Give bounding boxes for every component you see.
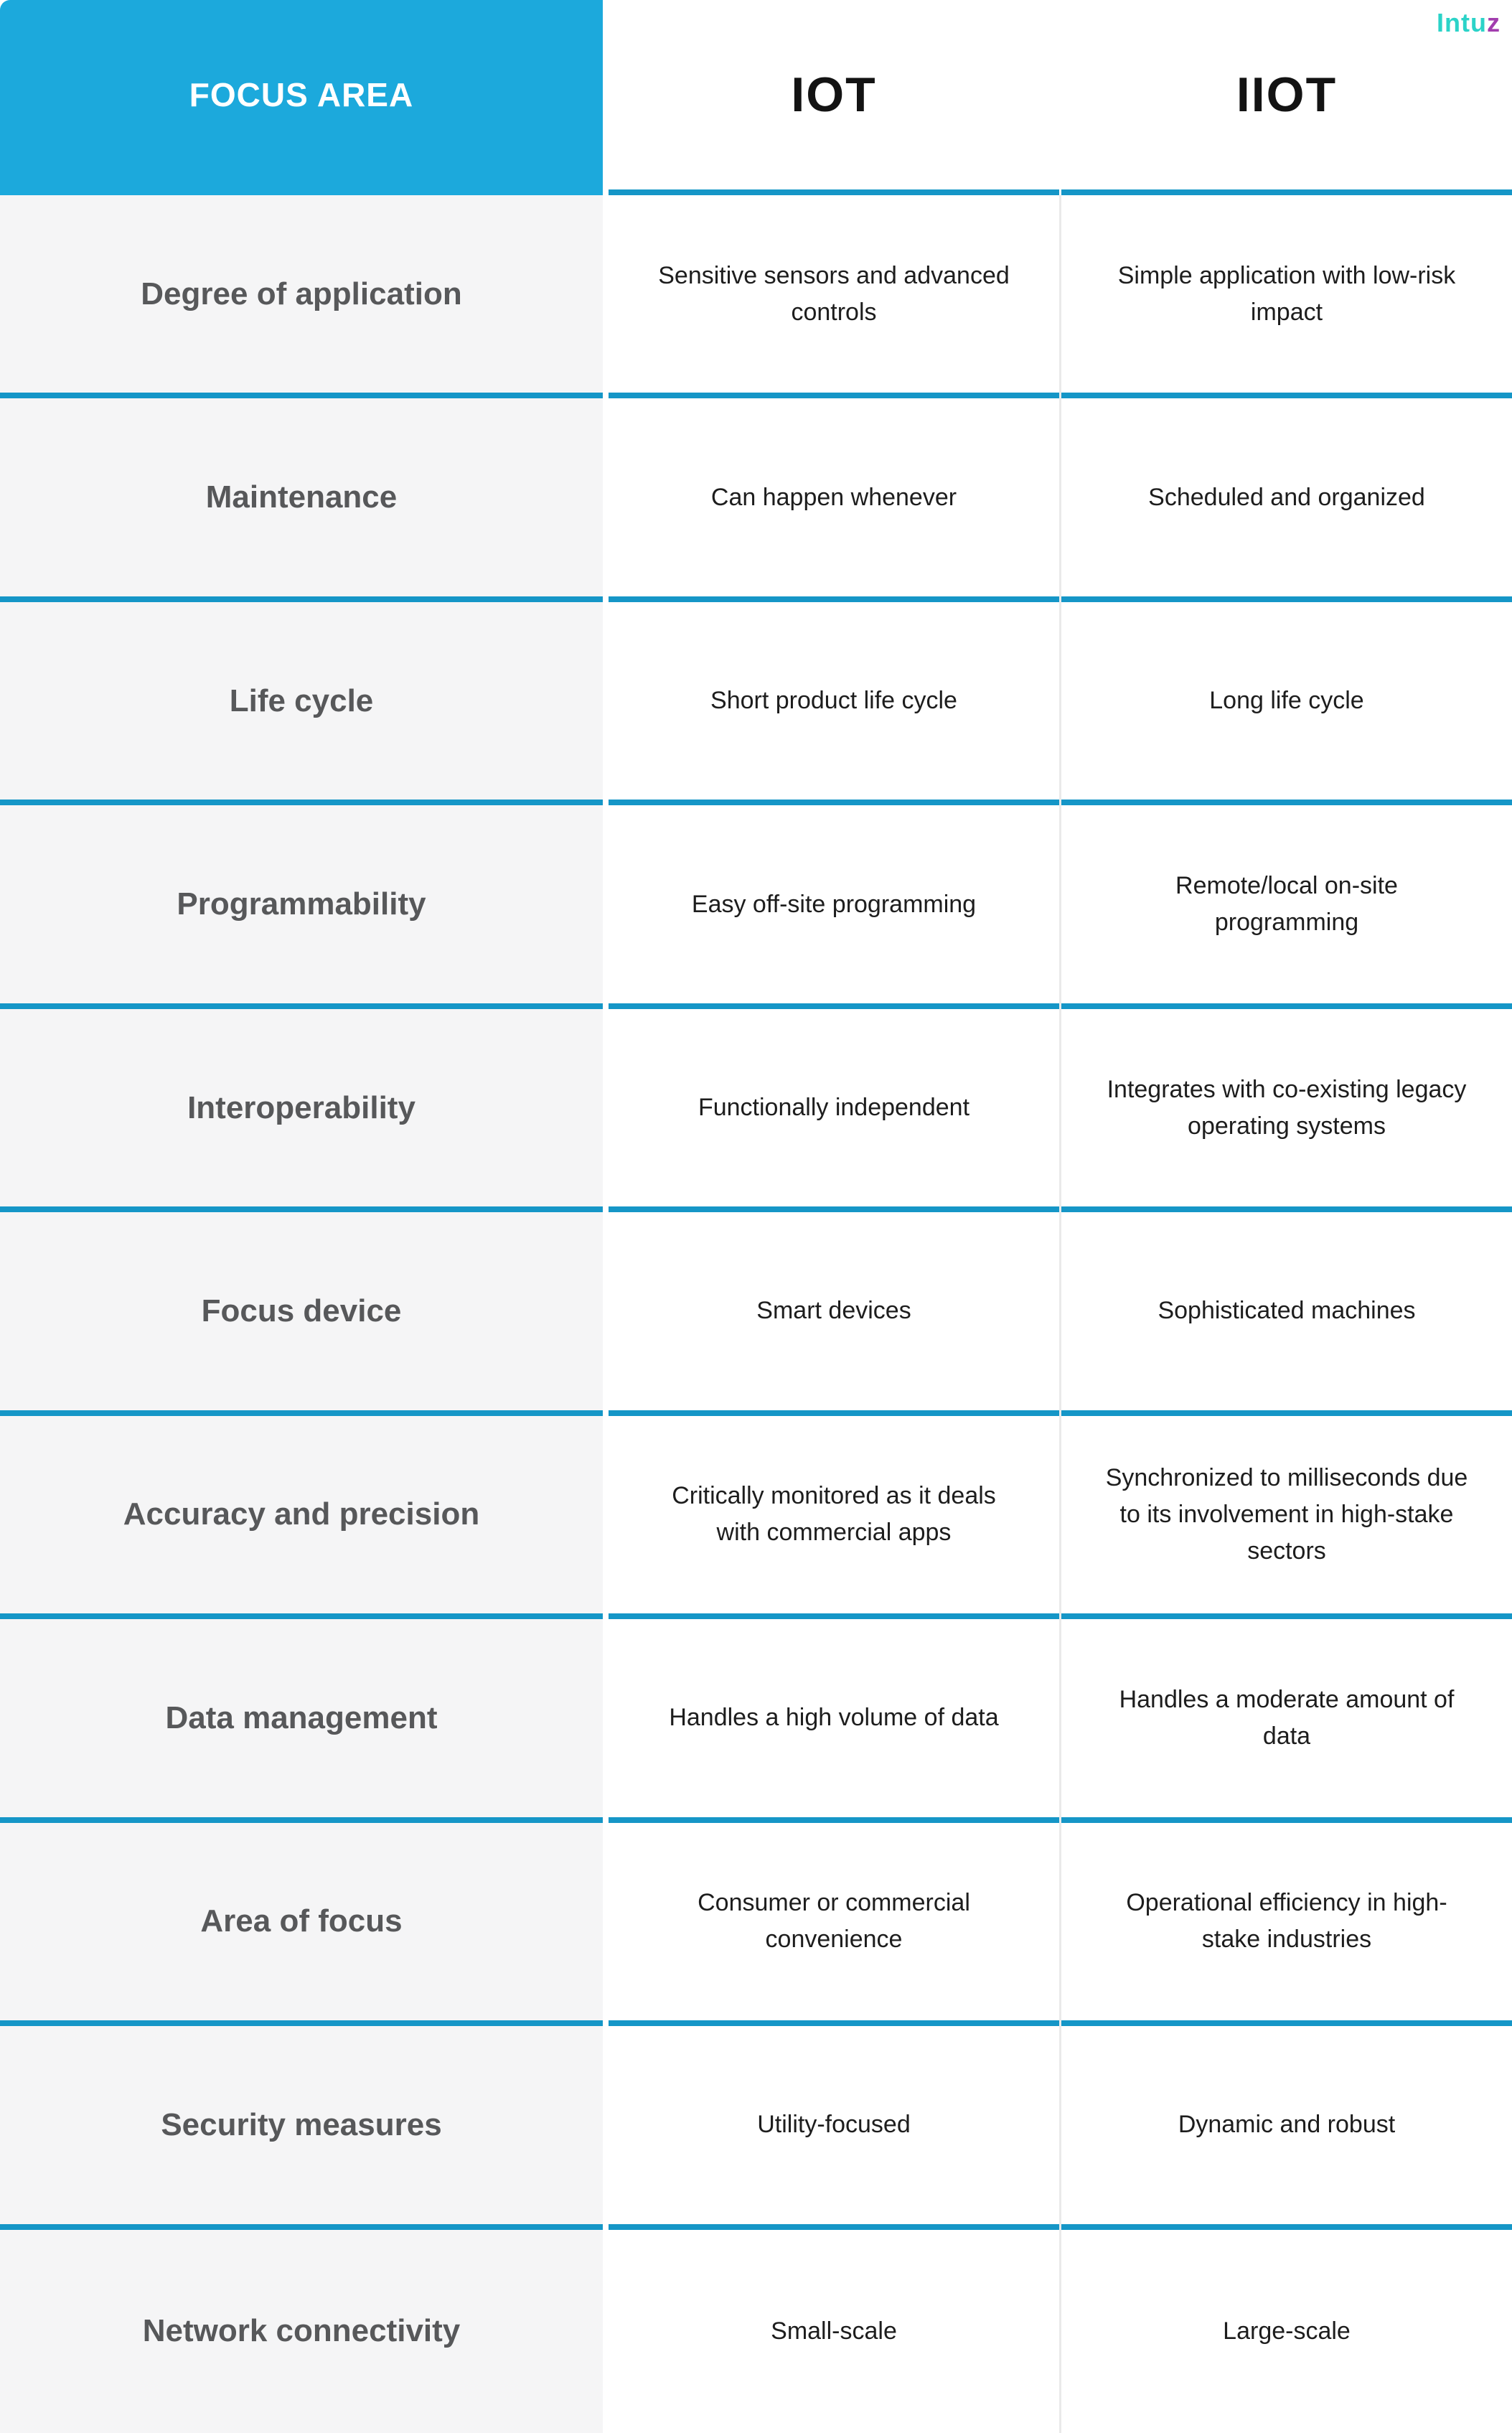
- focus-area-label: Focus device: [201, 1293, 402, 1328]
- iiot-cell: [1061, 1823, 1512, 2026]
- iot-value: Utility-focused: [757, 2111, 911, 2139]
- iiot-cell: [1061, 195, 1512, 398]
- focus-area-cell: [0, 1823, 603, 2026]
- iiot-value: Dynamic and robust: [1178, 2111, 1396, 2139]
- iiot-cell: [1061, 1416, 1512, 1619]
- focus-area-cell: [0, 1619, 603, 1822]
- table-row: [0, 398, 1512, 601]
- column-gap: [603, 2230, 609, 2433]
- intuz-logo-text: Intu: [1437, 8, 1487, 37]
- focus-area-cell: [0, 2230, 603, 2433]
- column-gap: [603, 1823, 609, 2026]
- iiot-value: Simple application with low-risk impact: [1117, 261, 1456, 326]
- focus-area-cell: [0, 195, 603, 398]
- iiot-value: Remote/local on-site programming: [1175, 872, 1398, 937]
- focus-area-cell: [0, 1009, 603, 1212]
- iot-cell: [609, 195, 1059, 398]
- focus-area-cell: [0, 602, 603, 805]
- iot-cell: [609, 805, 1059, 1008]
- iot-cell: [609, 1009, 1059, 1212]
- iiot-value: Large-scale: [1223, 2317, 1351, 2345]
- intuz-logo-accent: z: [1487, 8, 1501, 37]
- iiot-value: Scheduled and organized: [1148, 483, 1425, 511]
- table-row: [0, 1212, 1512, 1415]
- iot-value: Consumer or commercial convenience: [698, 1889, 970, 1954]
- focus-area-cell: [0, 1416, 603, 1619]
- iiot-cell: [1061, 1212, 1512, 1415]
- iot-value: Critically monitored as it deals with commercial apps: [672, 1482, 996, 1547]
- table-row: [0, 195, 1512, 398]
- table-row: [0, 1416, 1512, 1619]
- iot-cell: [609, 1416, 1059, 1619]
- focus-area-label: Security measures: [161, 2106, 442, 2142]
- focus-area-label: Programmability: [177, 886, 426, 922]
- iot-cell: [609, 1823, 1059, 2026]
- focus-area-label: Area of focus: [200, 1903, 403, 1939]
- iot-value: Short product life cycle: [710, 687, 957, 715]
- iot-value: Small-scale: [771, 2317, 897, 2345]
- iiot-cell: [1061, 602, 1512, 805]
- iot-cell: [609, 2230, 1059, 2433]
- table-row: [0, 2230, 1512, 2433]
- iot-cell: [609, 602, 1059, 805]
- table-row: [0, 602, 1512, 805]
- iiot-cell: [1061, 1619, 1512, 1822]
- iiot-column-header-label: IIOT: [1236, 67, 1338, 122]
- iot-value: Handles a high volume of data: [669, 1704, 999, 1732]
- table-row: [0, 805, 1512, 1008]
- iot-column-header-cell: [609, 0, 1059, 195]
- focus-area-label: Data management: [165, 1700, 438, 1735]
- focus-area-label: Life cycle: [229, 683, 374, 718]
- iot-cell: [609, 1212, 1059, 1415]
- iiot-value: Sophisticated machines: [1158, 1297, 1416, 1325]
- iot-cell: [609, 2026, 1059, 2229]
- iot-value: Can happen whenever: [710, 483, 957, 511]
- column-gap: [603, 0, 609, 195]
- iiot-cell: [1061, 2026, 1512, 2229]
- iiot-value: Synchronized to milliseconds due to its involvement in high-stake sectors: [1105, 1463, 1468, 1565]
- column-gap: [603, 1009, 609, 1212]
- iiot-value: Long life cycle: [1209, 687, 1364, 715]
- column-gap: [603, 195, 609, 398]
- column-gap: [603, 602, 609, 805]
- focus-area-label: Network connectivity: [142, 2313, 461, 2349]
- column-gap: [603, 398, 609, 601]
- focus-area-cell: [0, 2026, 603, 2229]
- iot-value: Easy off-site programming: [691, 890, 977, 918]
- focus-area-cell: [0, 398, 603, 601]
- column-gap: [603, 1416, 609, 1619]
- focus-area-cell: [0, 1212, 603, 1415]
- iiot-value: Handles a moderate amount of data: [1119, 1685, 1455, 1750]
- table-header-row: [0, 0, 1512, 195]
- iiot-cell: [1061, 805, 1512, 1008]
- focus-area-label: Degree of application: [141, 276, 462, 311]
- table-row: [0, 1823, 1512, 2026]
- iot-value: Smart devices: [756, 1297, 911, 1325]
- intuz-logo: [1437, 10, 1501, 36]
- focus-area-header-label: FOCUS AREA: [189, 76, 414, 113]
- focus-area-label: Interoperability: [187, 1089, 415, 1125]
- table-row: [0, 1619, 1512, 1822]
- column-gap: [603, 1212, 609, 1415]
- iiot-value: Operational efficiency in high-stake industries: [1126, 1889, 1447, 1954]
- iiot-cell: [1061, 1009, 1512, 1212]
- column-gap: [603, 1619, 609, 1822]
- focus-area-cell: [0, 805, 603, 1008]
- iot-column-header-label: IOT: [791, 67, 877, 122]
- iiot-cell: [1061, 398, 1512, 601]
- focus-area-header-cell: [0, 0, 603, 195]
- iot-value: Functionally independent: [698, 1094, 970, 1122]
- iiot-cell: [1061, 2230, 1512, 2433]
- focus-area-label: Accuracy and precision: [123, 1496, 480, 1532]
- column-gap: [603, 2026, 609, 2229]
- iiot-value: Integrates with co-existing legacy operating systems: [1107, 1075, 1467, 1140]
- table-row: [0, 2026, 1512, 2229]
- iot-value: Sensitive sensors and advanced controls: [658, 261, 1010, 326]
- iot-cell: [609, 398, 1059, 601]
- focus-area-label: Maintenance: [205, 479, 398, 515]
- table-row: [0, 1009, 1512, 1212]
- iot-cell: [609, 1619, 1059, 1822]
- column-gap: [603, 805, 609, 1008]
